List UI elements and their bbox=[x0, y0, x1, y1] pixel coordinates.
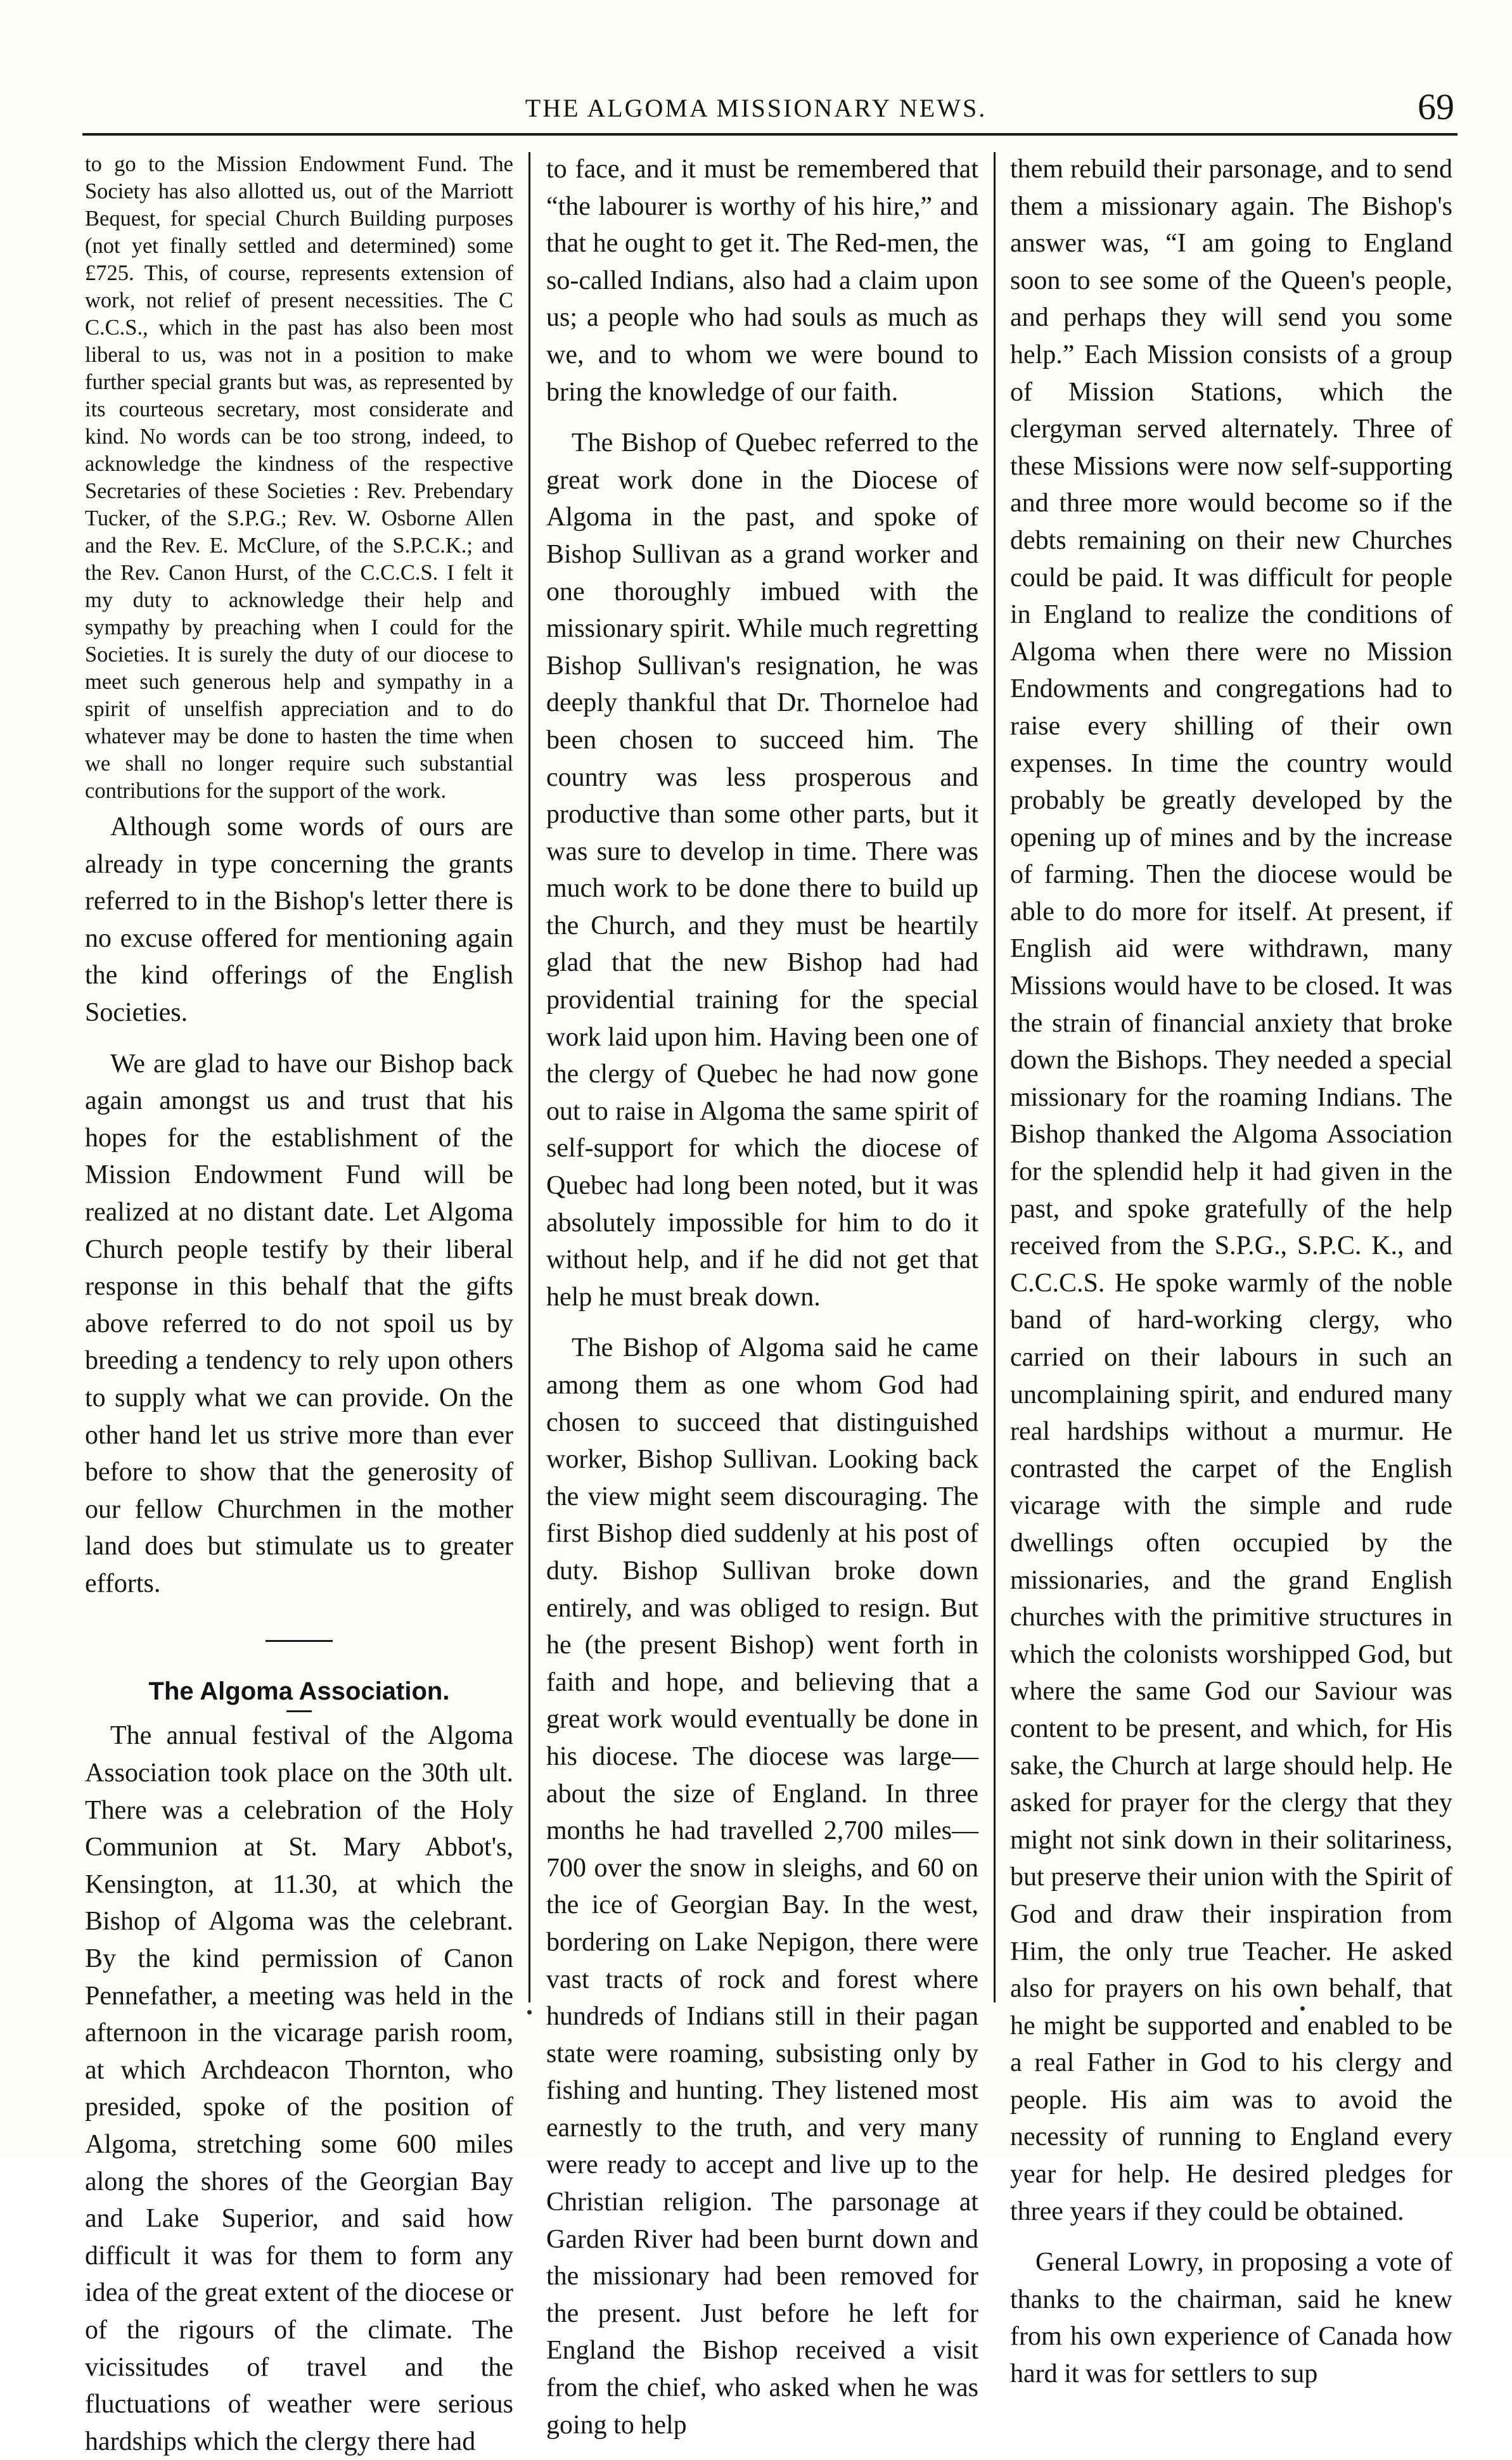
header-rule bbox=[82, 133, 1458, 136]
paragraph: We are glad to have our Bishop back again amongst us and trust that his hopes for the establishment of the Mission Endowment Fund will be realized at no distant date. Let Algoma Church people testify by their liberal response in this behalf that the gifts above referred to do not spoil us by breeding a tendency to rely upon others to supply what we can provide. On the other hand let us strive more than ever before to show that the generosity of our fellow Churchmen in the mother land does but stimulate us to greater efforts. bbox=[85, 1049, 513, 1598]
association-report bbox=[85, 1717, 513, 2460]
letter-text: to go to the Mission Endowment Fund. The Society has also allotted us, out of the Marriott Bequest, for special Church Building purposes (not yet finally settled and determined) some £725. This, of course, represents extension of work, not relief of present necessities. The C C.C.S., which in the past has also been most liberal to us, was not in a position to make further special grants but was, as represented by its courteous secretary, most considerate and kind. No words can be too strong, indeed, to acknowledge the kindness of the respective Secretaries of these Societies : Rev. Prebendary Tucker, of the S.P.G.; Rev. W. Osborne Allen and the Rev. E. McClure, of the S.P.C.K.; and the Rev. Canon Hurst, of the C.C.C.S. I felt it my duty to acknowledge their help and sympathy by preaching when I could for the Societies. It is surely the duty of our diocese to meet such generous help and sympathy in a spirit of unselfish appreciation and to do whatever may be done to hasten the time when we shall no longer require such substantial contributions for the support of the work. bbox=[85, 152, 513, 803]
paragraph: The Bishop of Algoma said he came among them as one whom God had chosen to succeed that distinguished worker, Bishop Sullivan. Looking back the view might seem discouraging. The first Bishop died suddenly at his post of duty. Bishop Sullivan broke down entirely, and was obliged to resign. But he (the present Bishop) went forth in faith and hope, and believing that a great work would eventually be done in his diocese. The diocese was large—about the size of England. In three months he had travelled 2,700 miles—700 over the snow in sleighs, and 60 on the ice of Georgian Bay. In the west, bordering on Lake Nepigon, there were vast tracts of rock and forest where hundreds of Indians still in their pagan state were roaming, subsisting only by fishing and hunting. They listened most earnestly to the truth, and very many were ready to accept and live up to the Christian religion. The parsonage at Garden River had been burnt down and the missionary had been removed for the present. Just before he left for England the Bishop received a visit from the chief, who asked when he was going to help bbox=[546, 1333, 978, 2440]
paragraph: them rebuild their parsonage, and to send them a missionary again. The Bishop's answer was, “I am going to England soon to see some of the Queen's people, and perhaps they will send you some help.” Each Mission consists of a group of Mission Stations, which the clergyman served alternately. Three of these Missions were now self-supporting and three more would become so if the debts remaining on their new Churches could be paid. It was difficult for people in England to realize the conditions of Algoma when there were no Mission Endowments and congregations had to raise every shilling of their own expenses. In time the country would probably be greatly developed by the opening up of mines and by the increase of farming. Then the diocese would be able to do more for itself. At present, if English aid were withdrawn, many Missions would have to be closed. It was the strain of financial anxiety that broke down the Bishops. They needed a special missionary for the roaming Indians. The Bishop thanked the Algoma Association for the splendid help it had given in the past, and spoke gratefully of the help received from the S.P.G., S.P.C. K., and C.C.C.S. He spoke warmly of the noble band of hard-working clergy, who carried on their labours in such an uncomplaining spirit, and endured many real hardships without a murmur. He contrasted the carpet of the English vicarage with the simple and rude dwellings often occupied by the missionaries, and the grand English churches with the primitive structures in which the colonists worshipped God, but where the same God our Saviour was content to be present, and which, for His sake, the Church at large should help. He asked for prayer for the clergy that they might not sink down in their solitariness, but preserve their union with the Spirit of God and draw their inspiration from Him, the only true Teacher. He asked also for prayers on his own behalf, that he might be supported and enabled to be a real Father in God to his clergy and people. His aim was to avoid the necessity of running to England every year for help. He desired pledges for three years if they could be obtained. bbox=[1010, 155, 1452, 2226]
paragraph: The annual festival of the Algoma Association took place on the 30th ult. There was a celebration of the Holy Communion at St. Mary Abbot's, Kensington, at 11.30, at which the Bishop of Algoma was the celebrant. By the kind permission of Canon Pennefather, a meeting was held in the afternoon in the vicarage parish room, at which Archdeacon Thornton, who presided, spoke of the position of Algoma, stretching some 600 miles along the shores of the Georgian Bay and Lake Superior, and said how difficult it was for them to form any idea of the great extent of the diocese or of the rigours of the climate. The vicissitudes of travel and the fluctuations of weather were serious hardships which the clergy there had bbox=[85, 1721, 513, 2456]
bishops-letter-excerpt bbox=[85, 151, 513, 805]
column-two bbox=[546, 151, 978, 2440]
title-rule bbox=[286, 1710, 312, 1712]
running-title: THE ALGOMA MISSIONARY NEWS. bbox=[525, 94, 987, 122]
paragraph: General Lowry, in proposing a vote of thanks to the chairman, said he knew from his own experience of Canada how hard it was for settlers to sup bbox=[1010, 2248, 1452, 2389]
column-rule-left bbox=[529, 152, 530, 2002]
page-number: 69 bbox=[1418, 86, 1454, 127]
paragraph: The Bishop of Quebec referred to the great work done in the Diocese of Algoma in the past, and spoke of Bishop Sullivan as a grand worker and one thoroughly imbued with the missionary spirit. While much regretting Bishop Sullivan's resignation, he was deeply thankful that Dr. Thorneloe had been chosen to succeed him. The country was less prosperous and productive than some other parts, but it was sure to develop in time. There was much work to be done there to build up the Church, and they must be heartily glad that the new Bishop had had providential training for the special work laid upon him. Having been one of the clergy of Quebec he had now gone out to raise in Algoma the same spirit of self-support for which the diocese of Quebec had long been noted, but it was absolutely impossible for him to do it without help, and if he did not get that help he must break down. bbox=[546, 428, 978, 1312]
editorial-comment bbox=[85, 809, 513, 1602]
print-speck bbox=[527, 2010, 532, 2015]
section-divider bbox=[266, 1640, 333, 1642]
paragraph: Although some words of ours are already in type concerning the grants referred to in the Bishop's letter there is no excuse offered for mentioning again the kind offerings of the English Societies. bbox=[85, 812, 513, 1027]
column-one bbox=[85, 151, 513, 2456]
column-three bbox=[1010, 151, 1452, 2389]
column-rule-right bbox=[994, 152, 996, 2002]
section-title: The Algoma Association. bbox=[148, 1677, 450, 1706]
paragraph: to face, and it must be remembered that “the labourer is worthy of his hire,” and that he ought to get it. The Red-men, the so-called Indians, also had a claim upon us; a people who had souls as much as we, and to whom we were bound to bring the knowledge of our faith. bbox=[546, 155, 978, 407]
print-speck bbox=[1300, 2006, 1305, 2011]
